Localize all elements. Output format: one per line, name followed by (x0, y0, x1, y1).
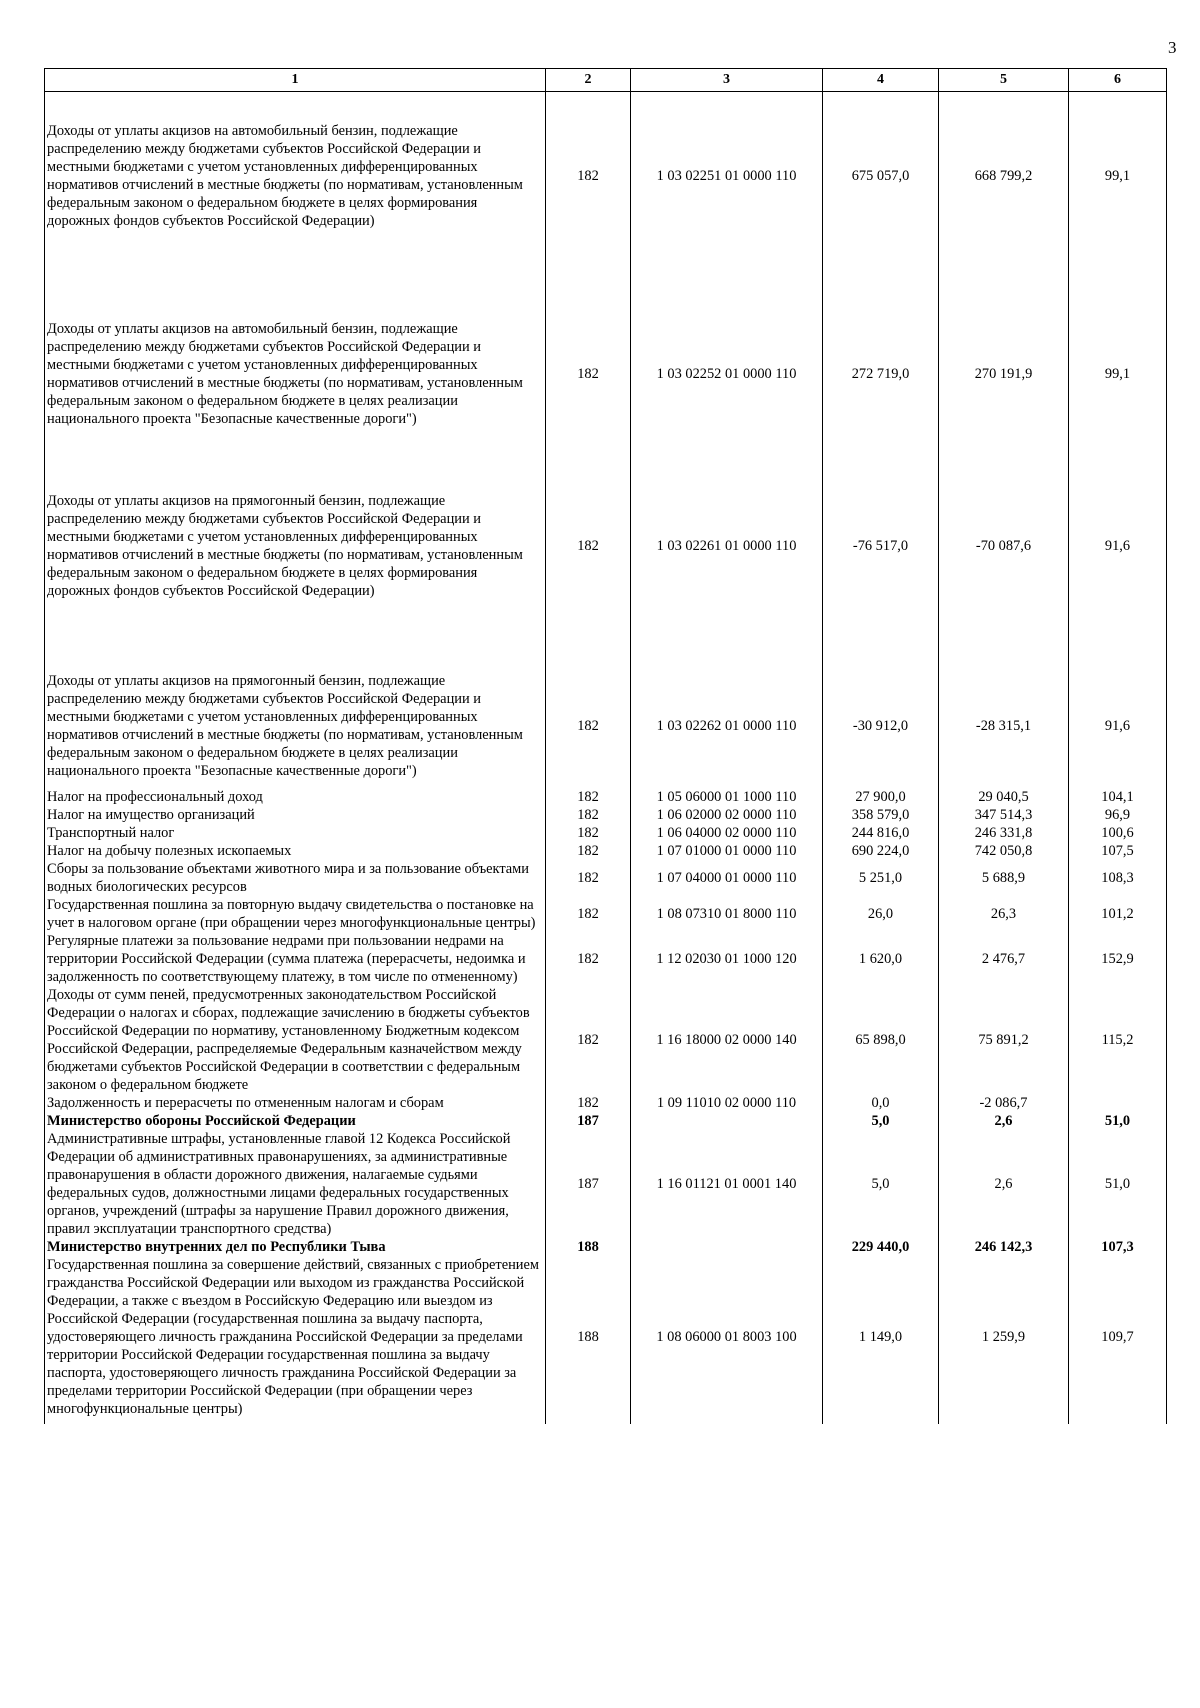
row-name-cell: Доходы от уплаты акцизов на автомобильный бензин, подлежащие распределению между бюджетами субъектов Российской Федерации и местными бюджетами с учетом установленных дифференцированных нормативов отчислений в местные бюджеты (по нормативам, установленным федеральным законом о федеральном бюджете в целях реализации национального проекта "Безопасные качественные дороги") (45, 280, 546, 458)
row-budget-code-cell: 1 06 02000 02 0000 110 (631, 806, 823, 824)
header-col-3: 3 (631, 69, 823, 92)
revenue-table (44, 68, 1167, 1424)
table-row (45, 1130, 1167, 1238)
row-plan-cell: 65 898,0 (823, 986, 939, 1094)
row-percent-cell: 115,2 (1069, 986, 1167, 1094)
table-row (45, 1238, 1167, 1256)
row-percent-cell: 51,0 (1069, 1130, 1167, 1238)
table-row (45, 92, 1167, 281)
row-fact-cell: 347 514,3 (939, 806, 1069, 824)
header-col-2: 2 (546, 69, 631, 92)
row-fact-cell: 2,6 (939, 1112, 1069, 1130)
row-name-cell: Доходы от уплаты акцизов на прямогонный бензин, подлежащие распределению между бюджетами субъектов Российской Федерации и местными бюджетами с учетом установленных дифференцированных нормативов отчислений в местные бюджеты (по нормативам, установленным федеральным законом о федеральном бюджете в целях реализации национального проекта "Безопасные качественные дороги") (45, 638, 546, 782)
row-fact-cell: 5 688,9 (939, 860, 1069, 896)
table-row (45, 896, 1167, 932)
table-row (45, 458, 1167, 638)
row-plan-cell: 0,0 (823, 1094, 939, 1112)
table-row (45, 280, 1167, 458)
row-plan-cell: 675 057,0 (823, 92, 939, 281)
row-budget-code-cell: 1 07 04000 01 0000 110 (631, 860, 823, 896)
row-plan-cell: 5 251,0 (823, 860, 939, 896)
table-row (45, 1094, 1167, 1112)
row-percent-cell: 100,6 (1069, 824, 1167, 842)
row-fact-cell: 668 799,2 (939, 92, 1069, 281)
row-percent-cell: 108,3 (1069, 860, 1167, 896)
row-admin-code-cell: 182 (546, 280, 631, 458)
row-percent-cell: 99,1 (1069, 280, 1167, 458)
revenue-table-wrapper (44, 68, 1166, 1424)
row-percent-cell (1069, 1094, 1167, 1112)
row-name-cell: Государственная пошлина за повторную выдачу свидетельства о постановке на учет в налоговом органе (при обращении через многофункциональные центры) (45, 896, 546, 932)
row-name-cell: Министерство внутренних дел по Республики Тыва (45, 1238, 546, 1256)
row-percent-cell: 51,0 (1069, 1112, 1167, 1130)
header-col-5: 5 (939, 69, 1069, 92)
row-admin-code-cell: 182 (546, 806, 631, 824)
row-name-cell: Доходы от уплаты акцизов на прямогонный бензин, подлежащие распределению между бюджетами субъектов Российской Федерации и местными бюджетами с учетом установленных дифференцированных нормативов отчислений в местные бюджеты (по нормативам, установленным федеральным законом о федеральном бюджете в целях формирования дорожных фондов субъектов Российской Федерации) (45, 458, 546, 638)
row-fact-cell: 270 191,9 (939, 280, 1069, 458)
row-plan-cell: 229 440,0 (823, 1238, 939, 1256)
row-percent-cell: 91,6 (1069, 638, 1167, 782)
row-percent-cell: 104,1 (1069, 782, 1167, 806)
row-plan-cell: 26,0 (823, 896, 939, 932)
row-fact-cell: 2,6 (939, 1130, 1069, 1238)
row-admin-code-cell: 188 (546, 1238, 631, 1256)
row-budget-code-cell (631, 1238, 823, 1256)
row-budget-code-cell: 1 16 01121 01 0001 140 (631, 1130, 823, 1238)
row-percent-cell: 99,1 (1069, 92, 1167, 281)
row-name-cell: Задолженность и перерасчеты по отмененным налогам и сборам (45, 1094, 546, 1112)
row-name-cell: Государственная пошлина за совершение действий, связанных с приобретением гражданства Российской Федерации или выходом из гражданства Российской Федерации, а также с въездом в Российскую Федерацию или выездом из Российской Федерации (государственная пошлина за выдачу паспорта, удостоверяющего личность гражданина Российской Федерации за пределами территории Российской Федерации государственная пошлина за выдачу паспорта, удостоверяющего личность гражданина Российской Федерации за пределами территории Российской Федерации (при обращении через многофункциональные центры) (45, 1256, 546, 1424)
row-budget-code-cell: 1 16 18000 02 0000 140 (631, 986, 823, 1094)
row-admin-code-cell: 182 (546, 860, 631, 896)
row-name-cell: Доходы от сумм пеней, предусмотренных законодательством Российской Федерации о налогах и сборах, подлежащие зачислению в бюджеты субъектов Российской Федерации по нормативу, установленному Бюджетным кодексом Российской Федерации, распределяемые Федеральным казначейством между бюджетами субъектов Российской Федерации в соответствии с федеральным законом о федеральном бюджете (45, 986, 546, 1094)
header-col-4: 4 (823, 69, 939, 92)
row-budget-code-cell: 1 03 02262 01 0000 110 (631, 638, 823, 782)
row-fact-cell: 2 476,7 (939, 932, 1069, 986)
row-name-cell: Сборы за пользование объектами животного мира и за пользование объектами водных биологических ресурсов (45, 860, 546, 896)
row-name-cell: Министерство обороны Российской Федерации (45, 1112, 546, 1130)
row-plan-cell: 5,0 (823, 1112, 939, 1130)
row-admin-code-cell: 182 (546, 932, 631, 986)
row-admin-code-cell: 182 (546, 92, 631, 281)
row-fact-cell: -28 315,1 (939, 638, 1069, 782)
table-header-row (45, 69, 1167, 92)
table-row (45, 824, 1167, 842)
row-plan-cell: 244 816,0 (823, 824, 939, 842)
row-fact-cell: 26,3 (939, 896, 1069, 932)
row-plan-cell: 27 900,0 (823, 782, 939, 806)
page-number: 3 (1168, 38, 1177, 57)
row-admin-code-cell: 188 (546, 1256, 631, 1424)
row-name-cell: Налог на добычу полезных ископаемых (45, 842, 546, 860)
row-fact-cell: 75 891,2 (939, 986, 1069, 1094)
row-fact-cell: 1 259,9 (939, 1256, 1069, 1424)
row-plan-cell: -76 517,0 (823, 458, 939, 638)
table-row (45, 1112, 1167, 1130)
row-budget-code-cell: 1 05 06000 01 1000 110 (631, 782, 823, 806)
row-fact-cell: -70 087,6 (939, 458, 1069, 638)
row-name-cell: Доходы от уплаты акцизов на автомобильный бензин, подлежащие распределению между бюджетами субъектов Российской Федерации и местными бюджетами с учетом установленных дифференцированных нормативов отчислений в местные бюджеты (по нормативам, установленным федеральным законом о федеральном бюджете в целях формирования дорожных фондов субъектов Российской Федерации) (45, 92, 546, 281)
row-plan-cell: -30 912,0 (823, 638, 939, 782)
row-plan-cell: 1 149,0 (823, 1256, 939, 1424)
row-fact-cell: 246 142,3 (939, 1238, 1069, 1256)
row-budget-code-cell: 1 03 02251 01 0000 110 (631, 92, 823, 281)
row-percent-cell: 109,7 (1069, 1256, 1167, 1424)
table-row (45, 842, 1167, 860)
row-admin-code-cell: 187 (546, 1112, 631, 1130)
row-admin-code-cell: 182 (546, 824, 631, 842)
row-name-cell: Налог на имущество организаций (45, 806, 546, 824)
row-plan-cell: 358 579,0 (823, 806, 939, 824)
table-row (45, 806, 1167, 824)
row-budget-code-cell: 1 08 07310 01 8000 110 (631, 896, 823, 932)
row-admin-code-cell: 187 (546, 1130, 631, 1238)
row-percent-cell: 101,2 (1069, 896, 1167, 932)
row-budget-code-cell: 1 03 02252 01 0000 110 (631, 280, 823, 458)
row-admin-code-cell: 182 (546, 896, 631, 932)
row-fact-cell: 742 050,8 (939, 842, 1069, 860)
row-admin-code-cell: 182 (546, 782, 631, 806)
row-admin-code-cell: 182 (546, 842, 631, 860)
row-plan-cell: 690 224,0 (823, 842, 939, 860)
table-row (45, 638, 1167, 782)
row-fact-cell: 29 040,5 (939, 782, 1069, 806)
table-row (45, 986, 1167, 1094)
row-plan-cell: 272 719,0 (823, 280, 939, 458)
row-budget-code-cell: 1 09 11010 02 0000 110 (631, 1094, 823, 1112)
table-row (45, 860, 1167, 896)
row-budget-code-cell: 1 06 04000 02 0000 110 (631, 824, 823, 842)
row-budget-code-cell: 1 07 01000 01 0000 110 (631, 842, 823, 860)
header-col-6: 6 (1069, 69, 1167, 92)
row-fact-cell: -2 086,7 (939, 1094, 1069, 1112)
row-name-cell: Административные штрафы, установленные главой 12 Кодекса Российской Федерации об административных правонарушениях, за административные правонарушения в области дорожного движения, налагаемые судьями федеральных судов, должностными лицами федеральных государственных органов, учреждений (штрафы за нарушение Правил дорожного движения, правил эксплуатации транспортного средства) (45, 1130, 546, 1238)
table-row (45, 782, 1167, 806)
row-name-cell: Транспортный налог (45, 824, 546, 842)
row-plan-cell: 1 620,0 (823, 932, 939, 986)
row-percent-cell: 91,6 (1069, 458, 1167, 638)
row-percent-cell: 107,3 (1069, 1238, 1167, 1256)
table-body (45, 92, 1167, 1425)
table-row (45, 932, 1167, 986)
row-admin-code-cell: 182 (546, 458, 631, 638)
row-percent-cell: 107,5 (1069, 842, 1167, 860)
row-admin-code-cell: 182 (546, 638, 631, 782)
row-percent-cell: 152,9 (1069, 932, 1167, 986)
row-admin-code-cell: 182 (546, 1094, 631, 1112)
row-plan-cell: 5,0 (823, 1130, 939, 1238)
row-budget-code-cell (631, 1112, 823, 1130)
row-name-cell: Налог на профессиональный доход (45, 782, 546, 806)
row-admin-code-cell: 182 (546, 986, 631, 1094)
row-name-cell: Регулярные платежи за пользование недрами при пользовании недрами на территории Российской Федерации (сумма платежа (перерасчеты, недоимка и задолженность по соответствующему платежу, в том числе по отмененному) (45, 932, 546, 986)
row-percent-cell: 96,9 (1069, 806, 1167, 824)
header-col-1: 1 (45, 69, 546, 92)
row-budget-code-cell: 1 08 06000 01 8003 100 (631, 1256, 823, 1424)
row-budget-code-cell: 1 12 02030 01 1000 120 (631, 932, 823, 986)
table-row (45, 1256, 1167, 1424)
row-fact-cell: 246 331,8 (939, 824, 1069, 842)
row-budget-code-cell: 1 03 02261 01 0000 110 (631, 458, 823, 638)
